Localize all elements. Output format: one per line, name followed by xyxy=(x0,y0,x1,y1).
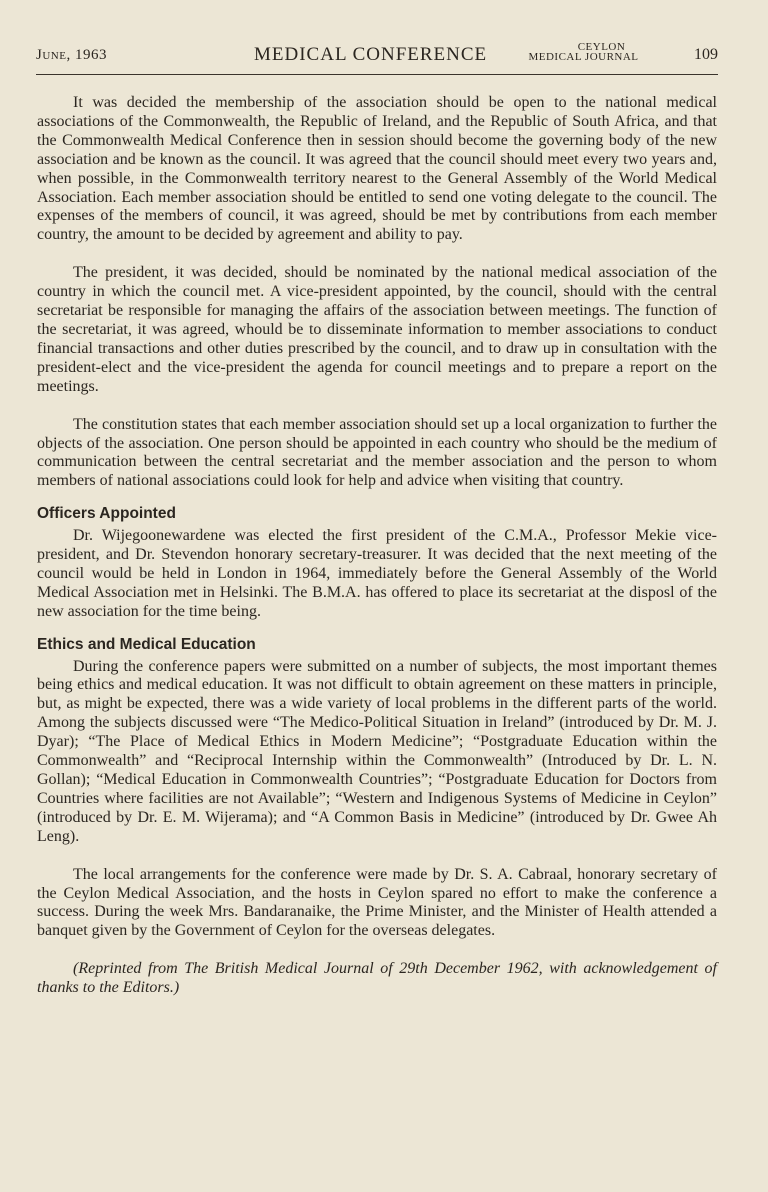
paragraph-president: The president, it was decided, should be nominated by the national medical association of the country in which the council met. A vice-president appointed, by the council, should with the central secretariat be responsible for managing the affairs of the association between meetings. The function of the secretariat, it was agreed, whould be to disseminate information to member associations to conduct financial transactions and other duties prescribed by the council, and to draw up in consultation with the president-elect and the vice-president the agenda for council meetings and to prepare a report on the meetings. xyxy=(37,264,717,395)
section-title: MEDICAL CONFERENCE xyxy=(254,44,488,65)
paragraph-constitution: The constitution states that each member association should set up a local organization to further the objects of the association. One person should be appointed in each country who should be the medium of communication between the central secretariat and the member association and the person to whom members of national associations could look for help and advice when visiting that country. xyxy=(37,415,717,490)
page-number: 109 xyxy=(694,46,718,63)
paragraph-local-arrangements: The local arrangements for the conference were made by Dr. S. A. Cabraal, honorary secretary of the Ceylon Medical Association, and the hosts in Ceylon spared no effort to make the conference a success. During the week Mrs. Bandaranaike, the Prime Minister, and the Minister of Health attended a banquet given by the Government of Ceylon for the overseas delegates. xyxy=(37,865,717,940)
running-header xyxy=(36,42,718,76)
paragraph-officers: Dr. Wijegoonewardene was elected the first president of the C.M.A., Professor Mekie vice-president, and Dr. Stevendon honorary secretary-treasurer. It was decided that the next meeting of the council would be held in London in 1964, immediately before the General Assembly of the World Medical Association met in Helsinki. The B.M.A. has offered to place its secretariat at the disposl of the new association for the time being. xyxy=(37,527,717,620)
paragraph-membership: It was decided the membership of the association should be open to the national medical associations of the Commonwealth, the Republic of Ireland, and the Republic of South Africa, and that the Commonwealth Medical Conference then in session should become the governing body of the new association and be known as the council. It was agreed that the council should meet every two years and, when possible, in the Commonwealth territory nearest to the General Assembly of the World Medical Association. Each member association should be entitled to send one voting delegate to the council. The expenses of the members of council, it was agreed, should be met by contributions from each member country, the amount to be decided by agreement and ability to pay. xyxy=(37,94,717,244)
issue-date: June, 1963 xyxy=(36,47,107,63)
reprint-credit: (Reprinted from The British Medical Journal of 29th December 1962, with acknowledgement of thanks to the Editors.) xyxy=(37,960,717,997)
section-heading-officers: Officers Appointed xyxy=(37,505,176,523)
article-body xyxy=(37,94,717,998)
header-rule xyxy=(36,74,718,75)
section-heading-ethics: Ethics and Medical Education xyxy=(37,635,256,653)
journal-name xyxy=(511,42,656,62)
paragraph-ethics: During the conference papers were submitted on a number of subjects, the most important themes being ethics and medical education. It was not difficult to obtain agreement on these matters in principle, but, as might be expected, there was a wide variety of local problems in the different parts of the world. Among the subjects discussed were “The Medico-Political Situation in Ireland” (introduced by Dr. M. J. Dyar); “The Place of Medical Ethics in Modern Medicine”; “Postgraduate Education within the Commonwealth” and “Reciprocal Internship within the Commonwealth” (Introduced by Dr. L. N. Gollan); “Medical Education in Commonwealth Countries”; “Postgraduate Education for Doctors from Countries where facilities are not Available”; “Western and Indigenous Systems of Medicine in Ceylon” (introduced by Dr. E. M. Wijerama); and “A Common Basis in Medicine” (introduced by Dr. Gwee Ah Leng). xyxy=(37,657,717,845)
journal-name-line2: MEDICAL JOURNAL xyxy=(528,51,639,63)
journal-name-line1: CEYLON xyxy=(577,41,626,53)
